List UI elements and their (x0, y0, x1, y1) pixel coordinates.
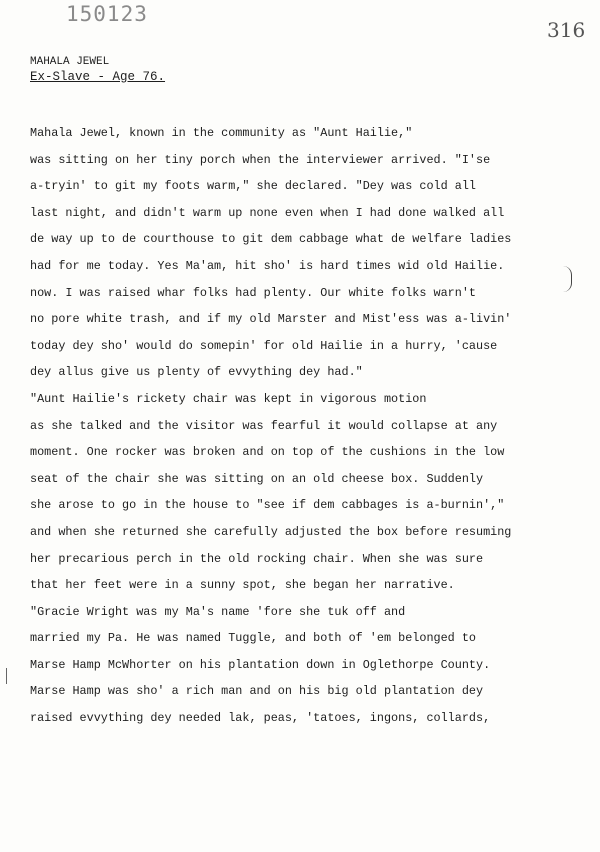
text-line: as she talked and the visitor was fearful it would collapse at any (30, 418, 498, 433)
text-line: Marse Hamp was sho' a rich man and on his big old plantation dey (30, 684, 484, 699)
margin-bracket-mark (563, 266, 572, 292)
text-line: a-tryin' to git my foots warm," she declared. "Dey was cold all (30, 179, 476, 194)
text-line: "Aunt Hailie's rickety chair was kept in vigorous motion (30, 391, 427, 406)
text-line: seat of the chair she was sitting on an old cheese box. Suddenly (30, 471, 484, 486)
text-line: her precarious perch in the old rocking chair. When she was sure (30, 551, 484, 566)
text-line: moment. One rocker was broken and on top of the cushions in the low (30, 445, 505, 460)
text-line: had for me today. Yes Ma'am, hit sho' is hard times wid old Hailie. (30, 258, 505, 273)
text-line: she arose to go in the house to "see if dem cabbages is a-burnin'," (30, 498, 505, 513)
subject-subtitle: Ex-Slave - Age 76. (30, 70, 166, 84)
text-line: now. I was raised whar folks had plenty. Our white folks warn't (30, 285, 476, 300)
text-line: last night, and didn't warm up none even when I had done walked all (30, 205, 505, 220)
text-line: that her feet were in a sunny spot, she began her narrative. (30, 578, 455, 593)
text-line: married my Pa. He was named Tuggle, and both of 'em belonged to (30, 631, 476, 646)
document-body (30, 120, 570, 732)
subject-name: MAHALA JEWEL (30, 56, 110, 68)
page-number: 316 (547, 18, 586, 42)
text-line: de way up to de courthouse to git dem cabbage what de welfare ladies (30, 232, 512, 247)
margin-tick-mark (6, 668, 7, 684)
text-line: "Gracie Wright was my Ma's name 'fore she tuk off and (30, 604, 406, 619)
text-line: and when she returned she carefully adjusted the box before resuming (30, 524, 512, 539)
text-line: Mahala Jewel, known in the community as "Aunt Hailie," (30, 126, 413, 140)
text-line: Marse Hamp McWhorter on his plantation down in Oglethorpe County. (30, 657, 491, 672)
text-line: today dey sho' would do somepin' for old Hailie in a hurry, 'cause (30, 338, 498, 353)
text-line: dey allus give us plenty of evvything dey had." (30, 365, 363, 380)
text-line: raised evvything dey needed lak, peas, 'tatoes, ingons, collards, (30, 711, 491, 726)
text-line: no pore white trash, and if my old Marster and Mist'ess was a-livin' (30, 312, 512, 327)
archive-stamp-number: 150123 (66, 2, 148, 26)
text-line: was sitting on her tiny porch when the interviewer arrived. "I'se (30, 152, 491, 167)
